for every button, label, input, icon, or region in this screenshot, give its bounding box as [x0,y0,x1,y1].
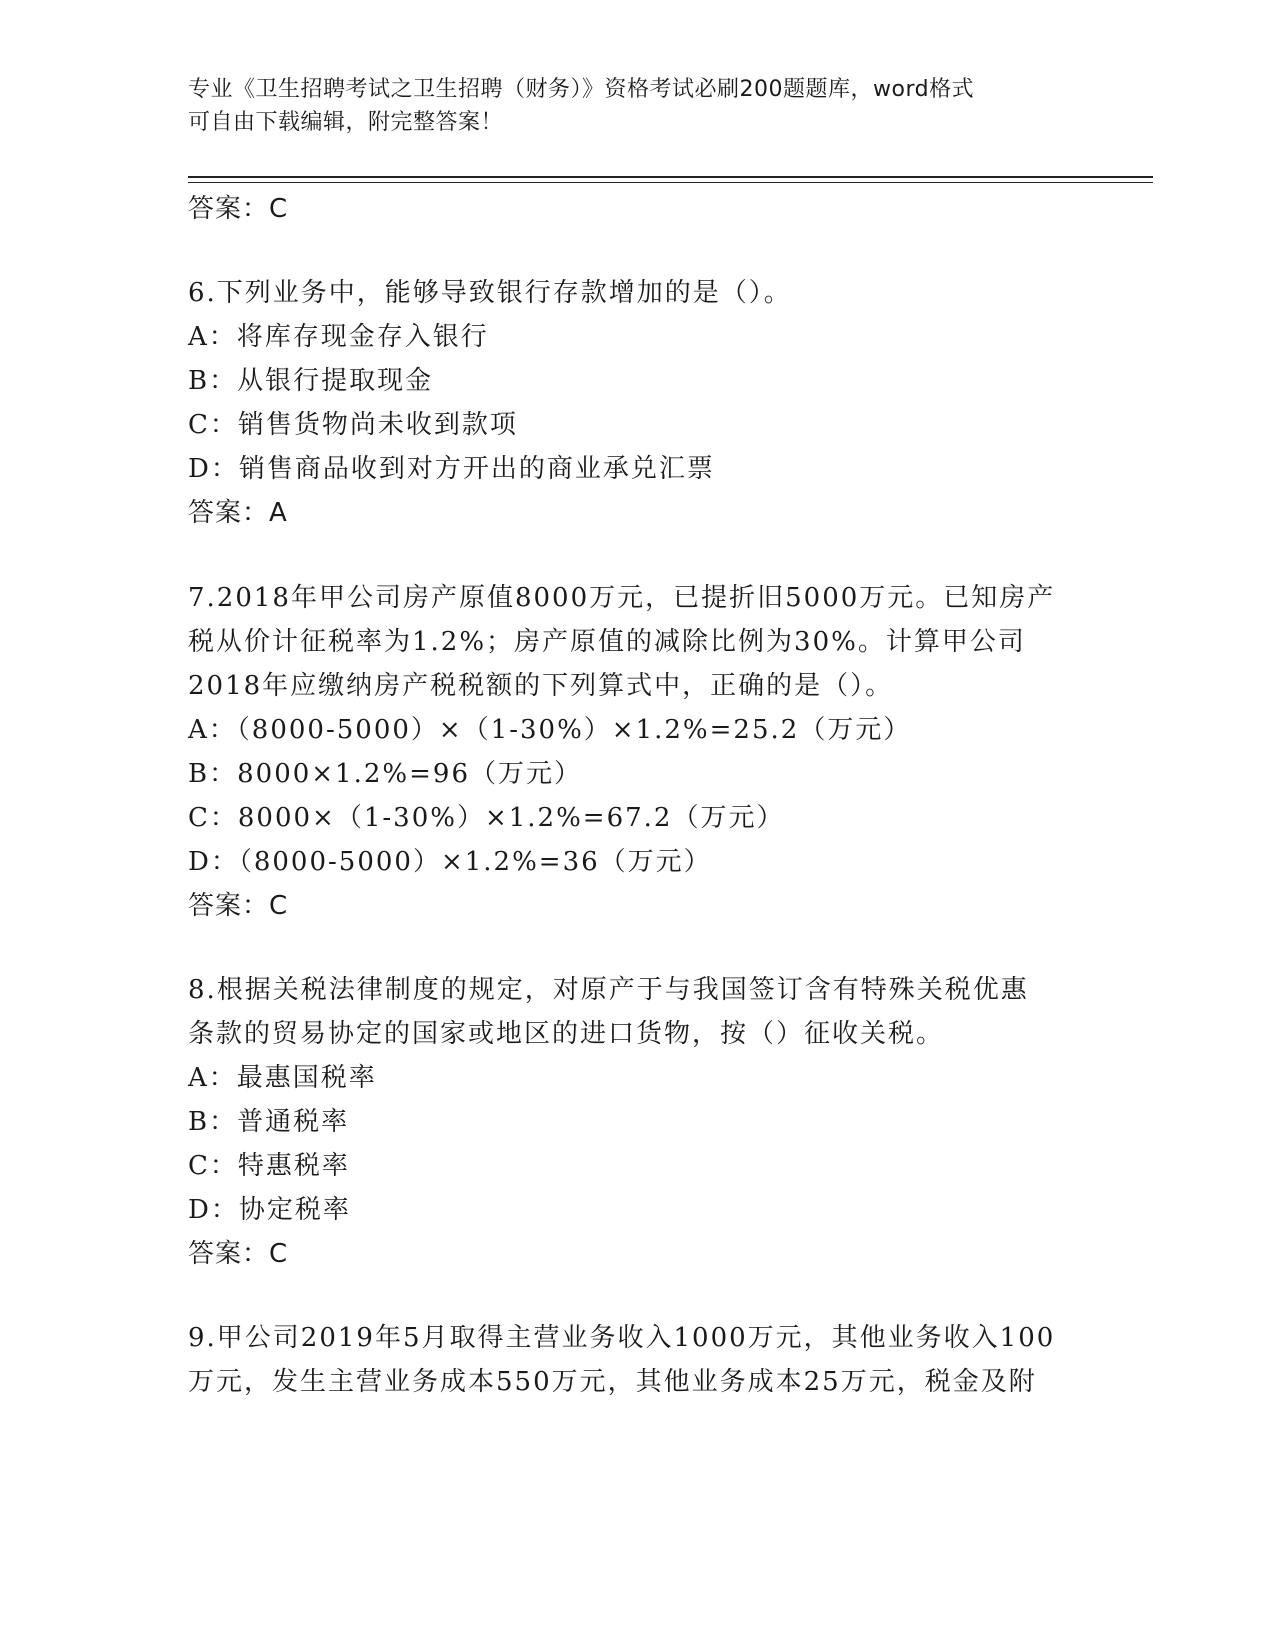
question-9-stem-line-2: 万元，发生主营业务成本550万元，其他业务成本25万元，税金及附 [188,1367,1037,1397]
question-7-option-b: B：8000×1.2%=96（万元） [188,759,582,789]
header-rule-thick [188,176,1153,178]
question-6-stem: 6.下列业务中，能够导致银行存款增加的是（）。 [188,278,792,308]
question-7-stem-line-1: 7.2018年甲公司房产原值8000万元，已提折旧5000万元。已知房产 [188,583,1056,613]
question-8-stem-line-1: 8.根据关税法律制度的规定，对原产于与我国签订含有特殊关税优惠 [188,975,1029,1005]
question-6-option-a: A：将库存现金存入银行 [188,322,489,352]
question-8-option-a: A：最惠国税率 [188,1063,377,1093]
answer-q5: 答案：C [188,194,289,224]
question-8-option-c: C：特惠税率 [188,1151,350,1181]
question-6-option-c: C：销售货物尚未收到款项 [188,410,518,440]
question-7-option-a: A：（8000-5000）×（1-30%）×1.2%=25.2（万元） [188,715,912,745]
question-7-stem-line-2: 税从价计征税率为1.2%；房产原值的减除比例为30%。计算甲公司 [188,627,1026,657]
question-9-stem-line-1: 9.甲公司2019年5月取得主营业务收入1000万元，其他业务收入100 [188,1323,1056,1353]
header-line-1: 专业《卫生招聘考试之卫生招聘（财务）》资格考试必刷200题题库，word格式 [188,77,975,102]
question-8-option-b: B：普通税率 [188,1107,350,1137]
question-8-stem-line-2: 条款的贸易协定的国家或地区的进口货物，按（）征收关税。 [188,1019,945,1049]
header-line-2: 可自由下载编辑，附完整答案！ [188,110,504,135]
answer-q7: 答案：C [188,891,289,921]
question-7-stem-line-3: 2018年应缴纳房产税税额的下列算式中，正确的是（）。 [188,671,894,701]
question-7-option-c: C：8000×（1-30%）×1.2%=67.2（万元） [188,803,785,833]
question-6-option-d: D：销售商品收到对方开出的商业承兑汇票 [188,454,715,484]
header-rule-thin [188,182,1153,183]
document-header [188,73,1088,139]
answer-q6: 答案：A [188,498,288,528]
question-7-option-d: D：（8000-5000）×1.2%=36（万元） [188,847,712,877]
question-6-option-b: B：从银行提取现金 [188,366,434,396]
question-8-option-d: D：协定税率 [188,1195,351,1225]
answer-q8: 答案：C [188,1239,289,1269]
